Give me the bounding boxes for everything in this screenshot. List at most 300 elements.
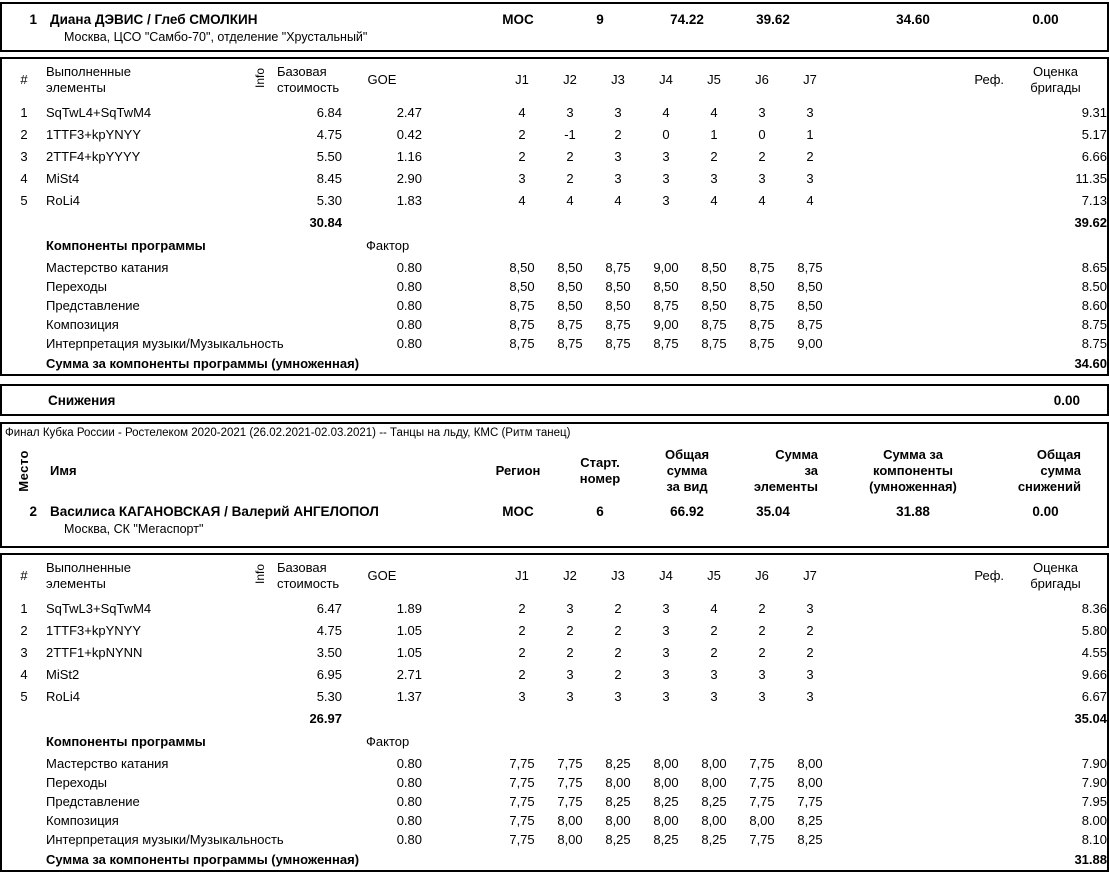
component-name: Интерпретация музыки/Музыкальность bbox=[46, 832, 284, 847]
element-base-value: 4.75 bbox=[316, 622, 342, 638]
spacer-cell bbox=[422, 101, 498, 123]
component-judge-score: 8,00 bbox=[797, 775, 823, 790]
referee-cell bbox=[834, 773, 1004, 792]
judge-score: 2 bbox=[614, 600, 622, 616]
element-base-value: 5.30 bbox=[316, 192, 342, 208]
component-judge-score: 8,50 bbox=[557, 298, 583, 313]
component-factor: 0.80 bbox=[396, 756, 422, 771]
judge-score: 2 bbox=[518, 644, 526, 660]
judge4-column-header: J4 bbox=[659, 568, 673, 583]
component-judge-score: 7,75 bbox=[797, 794, 823, 809]
components-sum-value: 34.60 bbox=[1074, 356, 1107, 371]
score-table-header bbox=[2, 59, 1107, 101]
judge-score: 3 bbox=[758, 688, 766, 704]
spacer-column bbox=[422, 555, 498, 597]
panel-header-line1: Оценка bbox=[1032, 560, 1079, 575]
elements-sum-header-line1: Сумма bbox=[775, 447, 818, 462]
referee-column-header: Реф. bbox=[974, 72, 1004, 87]
referee-cell bbox=[834, 315, 1004, 334]
referee-column-header: Реф. bbox=[974, 568, 1004, 583]
spacer-column bbox=[422, 59, 498, 101]
spacer-cell bbox=[422, 123, 498, 145]
element-panel-score: 9.31 bbox=[1081, 104, 1107, 120]
judge-score: 2 bbox=[758, 148, 766, 164]
skater2-summary-row bbox=[2, 503, 1107, 521]
judge-score: 3 bbox=[662, 666, 670, 682]
component-judge-score: 7,75 bbox=[509, 832, 535, 847]
component-judge-score: 9,00 bbox=[653, 317, 679, 332]
components-sum-header-line2: компоненты bbox=[873, 463, 953, 478]
element-row bbox=[2, 663, 1107, 685]
element-number: 5 bbox=[20, 688, 28, 704]
component-judge-score: 8,00 bbox=[653, 756, 679, 771]
component-judge-score: 8,75 bbox=[749, 336, 775, 351]
elements-column-header bbox=[46, 59, 242, 101]
start-header-line1: Старт. bbox=[580, 455, 620, 470]
components-sum-header-line3: (умноженная) bbox=[869, 479, 957, 494]
empty-cell bbox=[342, 707, 422, 729]
referee-cell bbox=[834, 754, 1004, 773]
component-judge-score: 8,50 bbox=[797, 279, 823, 294]
element-panel-score: 11.35 bbox=[1075, 170, 1107, 186]
component-judge-score: 8,75 bbox=[557, 317, 583, 332]
judge-score: 4 bbox=[710, 600, 718, 616]
judge-score: 3 bbox=[758, 104, 766, 120]
base-value-column-header bbox=[277, 59, 342, 101]
deductions-value: 0.00 bbox=[1032, 504, 1059, 519]
element-panel-score: 6.67 bbox=[1081, 688, 1107, 704]
component-row bbox=[2, 334, 1107, 353]
judge7-column-header: J7 bbox=[803, 568, 817, 583]
element-number: 4 bbox=[20, 666, 28, 682]
referee-cell bbox=[834, 145, 1004, 167]
component-score-value: 34.60 bbox=[896, 12, 930, 27]
element-name: 2TTF1+kpNYNN bbox=[46, 644, 143, 660]
component-judge-score: 8,00 bbox=[653, 813, 679, 828]
judge-score: 3 bbox=[662, 192, 670, 208]
component-judge-score: 8,25 bbox=[701, 832, 727, 847]
referee-cell bbox=[834, 277, 1004, 296]
element-goe: 0.42 bbox=[396, 126, 422, 142]
judge-score: 3 bbox=[710, 688, 718, 704]
component-judge-score: 8,50 bbox=[509, 260, 535, 275]
spacer-cell bbox=[422, 258, 498, 277]
spacer-cell bbox=[422, 167, 498, 189]
judge-score: 3 bbox=[806, 688, 814, 704]
judge-score: 2 bbox=[614, 666, 622, 682]
spacer-cell bbox=[422, 353, 1004, 374]
element-panel-score: 4.55 bbox=[1081, 644, 1107, 660]
judge-score: 4 bbox=[806, 192, 814, 208]
deductions-label: Снижения bbox=[48, 392, 116, 408]
judge6-column-header: J6 bbox=[755, 72, 769, 87]
component-judge-score: 8,50 bbox=[605, 279, 631, 294]
elements-total-row bbox=[2, 211, 1107, 233]
referee-cell bbox=[834, 597, 1004, 619]
total-header-line1: Общая bbox=[664, 447, 710, 462]
referee-cell bbox=[834, 792, 1004, 811]
element-info bbox=[242, 663, 277, 685]
judge4-column-header: J4 bbox=[659, 72, 673, 87]
components-header-label: Компоненты программы bbox=[46, 238, 206, 253]
component-row bbox=[2, 830, 1107, 849]
element-base-value: 8.45 bbox=[316, 170, 342, 186]
component-factor: 0.80 bbox=[396, 260, 422, 275]
judge2-column-header: J2 bbox=[563, 72, 577, 87]
component-score-value: 31.88 bbox=[896, 504, 930, 519]
component-row bbox=[2, 315, 1107, 334]
judge-score: 4 bbox=[662, 104, 670, 120]
component-judge-score: 8,75 bbox=[653, 298, 679, 313]
score-table-header bbox=[2, 555, 1107, 597]
element-number: 4 bbox=[20, 170, 28, 186]
referee-cell bbox=[834, 685, 1004, 707]
judge-score: 2 bbox=[518, 148, 526, 164]
judge-score: 3 bbox=[614, 104, 622, 120]
deductions-value: 0.00 bbox=[1032, 12, 1059, 27]
judge-score: 3 bbox=[662, 148, 670, 164]
component-factor: 0.80 bbox=[396, 279, 422, 294]
empty-cell bbox=[2, 773, 46, 792]
element-row bbox=[2, 641, 1107, 663]
component-judge-score: 9,00 bbox=[653, 260, 679, 275]
element-row bbox=[2, 101, 1107, 123]
judge2-column-header: J2 bbox=[563, 568, 577, 583]
judge-score: 2 bbox=[806, 148, 814, 164]
element-number: 3 bbox=[20, 644, 28, 660]
component-factor: 0.80 bbox=[396, 832, 422, 847]
region-value: МОС bbox=[502, 12, 534, 27]
empty-cell bbox=[2, 754, 46, 773]
component-judge-score: 8,50 bbox=[605, 298, 631, 313]
spacer-cell bbox=[422, 792, 498, 811]
referee-cell bbox=[834, 619, 1004, 641]
element-number: 5 bbox=[20, 192, 28, 208]
spacer-cell bbox=[422, 729, 1004, 754]
num-column-header: # bbox=[20, 72, 28, 87]
spacer-cell bbox=[422, 315, 498, 334]
place-rotated-label: Место bbox=[16, 450, 31, 492]
spacer-cell bbox=[422, 296, 498, 315]
judge-score: 2 bbox=[566, 644, 574, 660]
element-name: SqTwL4+SqTwM4 bbox=[46, 104, 152, 120]
component-judge-score: 7,75 bbox=[557, 775, 583, 790]
component-panel-score: 7.90 bbox=[1081, 775, 1107, 790]
component-judge-score: 7,75 bbox=[557, 794, 583, 809]
judge-score: 2 bbox=[614, 622, 622, 638]
spacer-cell bbox=[422, 641, 498, 663]
component-judge-score: 8,50 bbox=[797, 298, 823, 313]
component-judge-score: 7,75 bbox=[509, 775, 535, 790]
component-judge-score: 8,75 bbox=[701, 317, 727, 332]
components-sum-label: Сумма за компоненты программы (умноженная) bbox=[46, 356, 360, 371]
spacer-cell bbox=[422, 830, 498, 849]
skater1-deductions-box bbox=[0, 384, 1109, 416]
judge-score: 3 bbox=[662, 644, 670, 660]
judge-score: 2 bbox=[566, 148, 574, 164]
element-goe: 1.05 bbox=[396, 644, 422, 660]
spacer-cell bbox=[422, 707, 834, 729]
component-judge-score: 8,50 bbox=[749, 279, 775, 294]
components-sum-row bbox=[2, 353, 1107, 374]
component-factor: 0.80 bbox=[396, 794, 422, 809]
component-judge-score: 8,00 bbox=[701, 756, 727, 771]
component-row bbox=[2, 754, 1107, 773]
element-goe: 2.71 bbox=[396, 666, 422, 682]
component-panel-score: 8.65 bbox=[1081, 260, 1107, 275]
spacer-cell bbox=[422, 334, 498, 353]
component-name: Мастерство катания bbox=[46, 756, 169, 771]
spacer-cell bbox=[422, 211, 834, 233]
judge-score: 2 bbox=[758, 600, 766, 616]
empty-cell bbox=[834, 707, 1004, 729]
score-table-body bbox=[2, 597, 1107, 870]
judge5-column-header: J5 bbox=[707, 72, 721, 87]
region-column-header: Регион bbox=[495, 463, 541, 478]
empty-cell bbox=[277, 233, 342, 258]
spacer-cell bbox=[422, 773, 498, 792]
component-judge-score: 7,75 bbox=[749, 832, 775, 847]
element-row bbox=[2, 619, 1107, 641]
component-judge-score: 8,00 bbox=[653, 775, 679, 790]
empty-cell bbox=[2, 792, 46, 811]
empty-cell bbox=[2, 233, 46, 258]
judge-score: 2 bbox=[806, 622, 814, 638]
component-judge-score: 8,75 bbox=[557, 336, 583, 351]
empty-cell bbox=[2, 277, 46, 296]
empty-cell bbox=[2, 353, 46, 374]
judge1-column-header: J1 bbox=[515, 72, 529, 87]
components-header-label: Компоненты программы bbox=[46, 734, 206, 749]
elements-score-total: 35.04 bbox=[1074, 710, 1107, 726]
judge-score: 3 bbox=[566, 104, 574, 120]
element-info bbox=[242, 101, 277, 123]
judge-score: 2 bbox=[710, 148, 718, 164]
empty-cell bbox=[46, 211, 242, 233]
skater2-header-box bbox=[0, 422, 1109, 548]
component-judge-score: 8,75 bbox=[749, 298, 775, 313]
component-factor: 0.80 bbox=[396, 813, 422, 828]
element-info bbox=[242, 641, 277, 663]
judge-score: 3 bbox=[518, 688, 526, 704]
skater-name: Диана ДЭВИС / Глеб СМОЛКИН bbox=[50, 12, 258, 27]
component-judge-score: 8,50 bbox=[557, 279, 583, 294]
total-score-column-header bbox=[646, 447, 728, 495]
base-value-total: 30.84 bbox=[309, 214, 342, 230]
start-number-column-header bbox=[554, 455, 646, 487]
empty-cell bbox=[1004, 233, 1107, 258]
elements-score-total: 39.62 bbox=[1074, 214, 1107, 230]
element-base-value: 5.50 bbox=[316, 148, 342, 164]
element-info bbox=[242, 685, 277, 707]
component-factor: 0.80 bbox=[396, 775, 422, 790]
judge-score: 3 bbox=[518, 170, 526, 186]
spacer-cell bbox=[422, 663, 498, 685]
component-judge-score: 7,75 bbox=[509, 794, 535, 809]
component-panel-score: 8.50 bbox=[1081, 279, 1107, 294]
empty-cell bbox=[2, 729, 46, 754]
component-judge-score: 7,75 bbox=[749, 775, 775, 790]
start-header-line2: номер bbox=[579, 471, 621, 486]
factor-header-label: Фактор bbox=[366, 734, 410, 749]
rank-value: 1 bbox=[29, 12, 37, 27]
component-judge-score: 8,00 bbox=[605, 775, 631, 790]
panel-score-column-header bbox=[1004, 59, 1107, 101]
empty-cell bbox=[2, 258, 46, 277]
judge-score: 2 bbox=[518, 622, 526, 638]
name-column-header: Имя bbox=[50, 463, 77, 478]
judge-score: 3 bbox=[662, 170, 670, 186]
component-judge-score: 8,50 bbox=[701, 298, 727, 313]
judge5-column-header: J5 bbox=[707, 568, 721, 583]
judge-score: 4 bbox=[518, 192, 526, 208]
spacer-cell bbox=[422, 619, 498, 641]
judge-score: 3 bbox=[614, 148, 622, 164]
component-judge-score: 8,25 bbox=[797, 832, 823, 847]
place-column-header bbox=[2, 450, 46, 492]
element-name: MiSt2 bbox=[46, 666, 80, 682]
judge6-column-header: J6 bbox=[755, 568, 769, 583]
component-factor: 0.80 bbox=[396, 336, 422, 351]
empty-cell bbox=[2, 315, 46, 334]
judge-score: 3 bbox=[806, 104, 814, 120]
result-columns-header bbox=[2, 445, 1107, 503]
spacer-cell bbox=[422, 811, 498, 830]
component-judge-score: 8,00 bbox=[605, 813, 631, 828]
judge-score: 2 bbox=[614, 644, 622, 660]
skater2-score-box bbox=[0, 553, 1109, 872]
element-info bbox=[242, 167, 277, 189]
base-value-column-header bbox=[277, 555, 342, 597]
component-judge-score: 8,75 bbox=[509, 317, 535, 332]
element-row bbox=[2, 597, 1107, 619]
deductions-header-line1: Общая bbox=[1036, 447, 1081, 462]
factor-header-label: Фактор bbox=[366, 238, 410, 253]
element-row bbox=[2, 123, 1107, 145]
panel-header-line2: бригады bbox=[1030, 80, 1081, 95]
num-column-header: # bbox=[20, 568, 28, 583]
referee-cell bbox=[834, 641, 1004, 663]
judge-score: 3 bbox=[662, 688, 670, 704]
judge-score: 4 bbox=[566, 192, 574, 208]
event-title: Финал Кубка России - Ростелеком 2020-2021 (26.02.2021-02.03.2021) -- Танцы на льду, КМС (Ритм танец) bbox=[5, 427, 571, 439]
judge-score: 2 bbox=[566, 170, 574, 186]
judge-score: 2 bbox=[710, 622, 718, 638]
empty-cell bbox=[2, 707, 46, 729]
judge-score: 2 bbox=[566, 622, 574, 638]
skater-club: Москва, СК "Мегаспорт" bbox=[64, 522, 204, 536]
element-row bbox=[2, 145, 1107, 167]
base-value-total: 26.97 bbox=[309, 710, 342, 726]
info-column-header bbox=[242, 59, 277, 101]
judge-score: 3 bbox=[806, 600, 814, 616]
element-panel-score: 8.36 bbox=[1081, 600, 1107, 616]
element-goe: 2.47 bbox=[396, 104, 422, 120]
spacer-cell bbox=[422, 597, 498, 619]
judge-score: 4 bbox=[518, 104, 526, 120]
components-sum-row bbox=[2, 849, 1107, 870]
element-number: 1 bbox=[20, 104, 28, 120]
goe-column-header: GOE bbox=[367, 72, 397, 87]
component-factor: 0.80 bbox=[396, 317, 422, 332]
component-judge-score: 8,00 bbox=[797, 756, 823, 771]
component-judge-score: 8,25 bbox=[653, 832, 679, 847]
referee-cell bbox=[834, 258, 1004, 277]
info-rotated-label: Info bbox=[252, 67, 267, 88]
judge3-column-header: J3 bbox=[611, 568, 625, 583]
deductions-header-line3: снижений bbox=[1017, 479, 1081, 494]
component-judge-score: 8,25 bbox=[701, 794, 727, 809]
deductions-column-header bbox=[1008, 447, 1107, 495]
element-score-value: 35.04 bbox=[756, 504, 790, 519]
component-judge-score: 8,00 bbox=[749, 813, 775, 828]
judge-score: 4 bbox=[710, 104, 718, 120]
component-panel-score: 8.60 bbox=[1081, 298, 1107, 313]
component-row bbox=[2, 258, 1107, 277]
rank-value: 2 bbox=[29, 504, 37, 519]
component-judge-score: 8,75 bbox=[701, 336, 727, 351]
element-base-value: 3.50 bbox=[316, 644, 342, 660]
deductions-amount: 0.00 bbox=[1053, 392, 1080, 408]
spacer-cell bbox=[422, 849, 1004, 870]
component-name: Переходы bbox=[46, 775, 107, 790]
component-panel-score: 8.75 bbox=[1081, 336, 1107, 351]
elements-sum-header-line2: за bbox=[804, 463, 818, 478]
empty-cell bbox=[46, 707, 242, 729]
referee-cell bbox=[834, 189, 1004, 211]
component-judge-score: 8,50 bbox=[701, 279, 727, 294]
component-judge-score: 7,75 bbox=[557, 756, 583, 771]
component-name: Композиция bbox=[46, 317, 119, 332]
component-judge-score: 8,75 bbox=[653, 336, 679, 351]
component-row bbox=[2, 277, 1107, 296]
component-judge-score: 7,75 bbox=[749, 756, 775, 771]
judge-score: 0 bbox=[662, 126, 670, 142]
component-judge-score: 7,75 bbox=[509, 756, 535, 771]
component-judge-score: 8,75 bbox=[509, 298, 535, 313]
element-name: 1TTF3+kpYNYY bbox=[46, 622, 142, 638]
component-judge-score: 8,75 bbox=[605, 317, 631, 332]
score-table-body bbox=[2, 101, 1107, 374]
empty-cell bbox=[2, 849, 46, 870]
start-number-value: 9 bbox=[596, 12, 604, 27]
judge-score: 2 bbox=[758, 644, 766, 660]
referee-cell bbox=[834, 830, 1004, 849]
component-row bbox=[2, 773, 1107, 792]
judge-score: 0 bbox=[758, 126, 766, 142]
component-judge-score: 8,25 bbox=[605, 832, 631, 847]
referee-cell bbox=[834, 334, 1004, 353]
component-judge-score: 8,25 bbox=[605, 756, 631, 771]
elements-header-line2: элементы bbox=[46, 576, 106, 591]
base-header-line2: стоимость bbox=[277, 576, 340, 591]
judge-score: 3 bbox=[806, 170, 814, 186]
element-name: RoLi4 bbox=[46, 688, 80, 704]
panel-header-line2: бригады bbox=[1030, 576, 1081, 591]
judge-score: 3 bbox=[566, 600, 574, 616]
referee-cell bbox=[834, 811, 1004, 830]
element-number: 2 bbox=[20, 126, 28, 142]
judge-score: 3 bbox=[806, 666, 814, 682]
empty-cell bbox=[277, 729, 342, 754]
element-base-value: 5.30 bbox=[316, 688, 342, 704]
judge7-column-header: J7 bbox=[803, 72, 817, 87]
element-panel-score: 5.80 bbox=[1081, 622, 1107, 638]
component-judge-score: 8,00 bbox=[557, 813, 583, 828]
judge3-column-header: J3 bbox=[611, 72, 625, 87]
component-judge-score: 7,75 bbox=[749, 794, 775, 809]
spacer-cell bbox=[422, 685, 498, 707]
